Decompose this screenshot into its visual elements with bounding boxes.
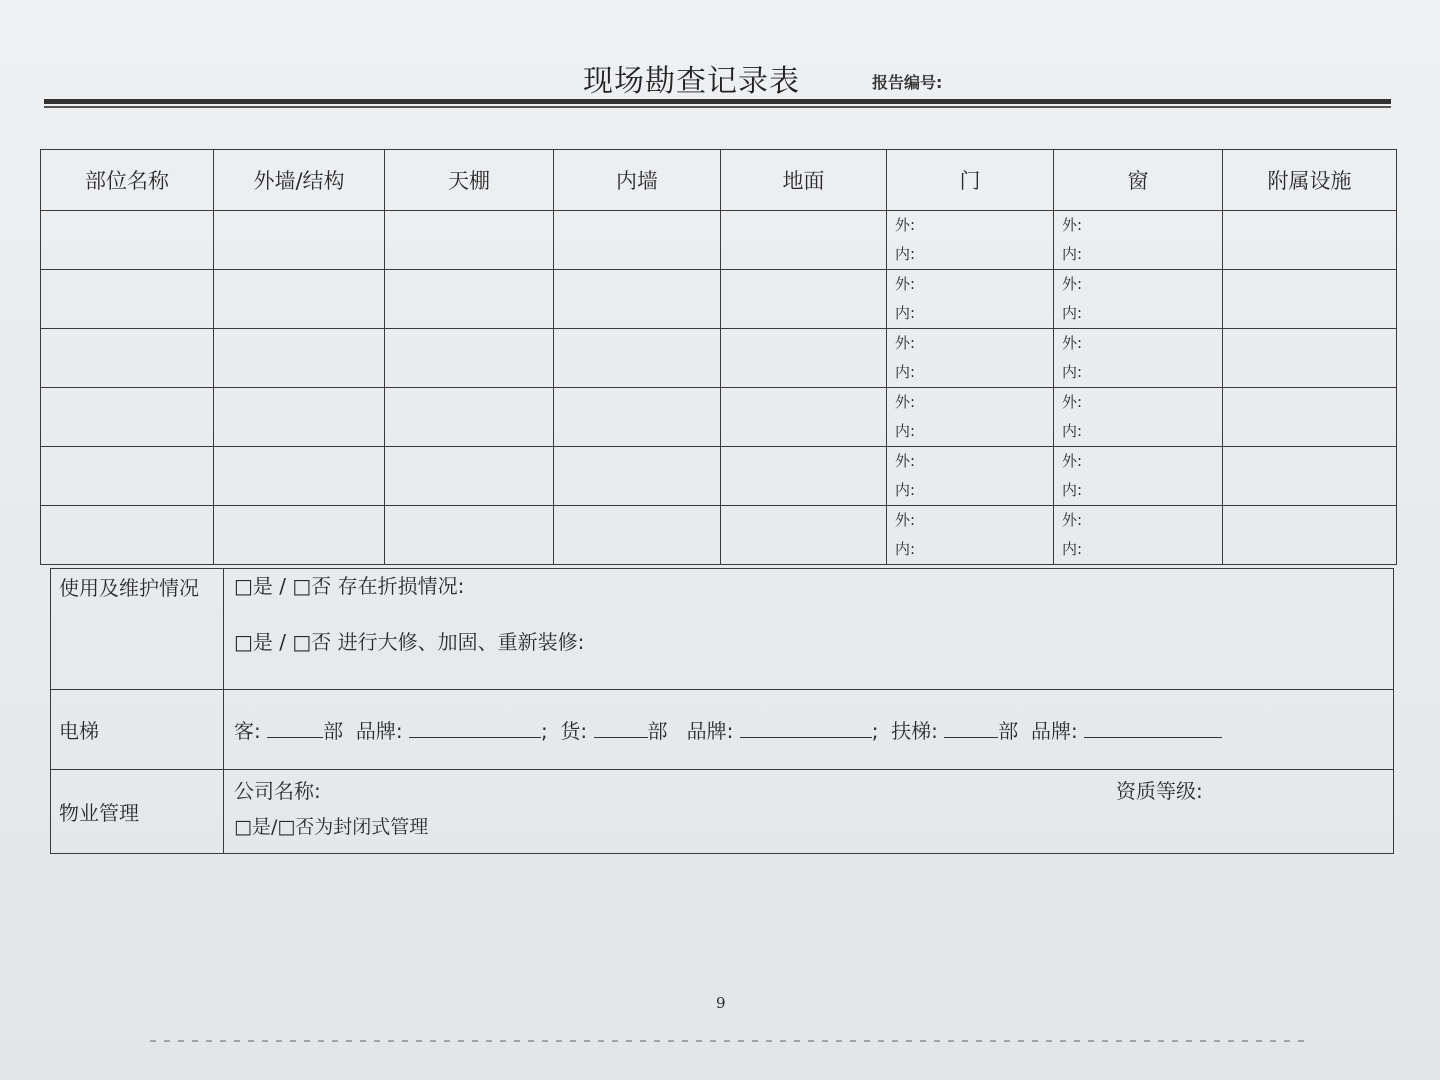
escalator-label: 扶梯: bbox=[891, 719, 938, 743]
table-row bbox=[41, 388, 1397, 447]
door-outer-label: 外: bbox=[895, 452, 916, 470]
freight-brand-label: 品牌: bbox=[686, 719, 734, 743]
door-outer-label: 外: bbox=[895, 393, 916, 411]
usage-label bbox=[51, 569, 224, 690]
window-outer-label: 外: bbox=[1062, 275, 1083, 293]
cell-ceiling[interactable] bbox=[385, 211, 554, 270]
elevator-label bbox=[51, 690, 224, 770]
cell-ceiling[interactable] bbox=[385, 388, 554, 447]
cell-exterior[interactable] bbox=[214, 506, 385, 565]
property-label bbox=[51, 770, 224, 854]
cell-window[interactable] bbox=[1054, 270, 1223, 329]
header-ceiling: 天棚 bbox=[385, 150, 554, 211]
door-outer-label: 外: bbox=[895, 275, 916, 293]
usage-content[interactable] bbox=[224, 569, 1394, 690]
survey-table bbox=[40, 149, 1397, 565]
door-inner-label: 内: bbox=[895, 422, 916, 440]
usage-line-renovation[interactable]: □是 / □否 进行大修、加固、重新装修: bbox=[234, 630, 585, 654]
door-inner-label: 内: bbox=[895, 363, 916, 381]
cell-exterior[interactable] bbox=[214, 388, 385, 447]
cell-exterior[interactable] bbox=[214, 447, 385, 506]
qualification-label[interactable]: 资质等级: bbox=[1116, 779, 1203, 803]
cell-exterior[interactable] bbox=[214, 211, 385, 270]
cell-window[interactable] bbox=[1054, 388, 1223, 447]
cell-location[interactable] bbox=[41, 270, 214, 329]
cell-exterior[interactable] bbox=[214, 329, 385, 388]
cell-door[interactable] bbox=[887, 329, 1054, 388]
usage-label-text: 使用及维护情况 bbox=[59, 576, 199, 600]
table-row bbox=[41, 447, 1397, 506]
window-outer-label: 外: bbox=[1062, 334, 1083, 352]
cell-auxiliary[interactable] bbox=[1223, 447, 1397, 506]
title-rule-thin bbox=[44, 106, 1391, 108]
cell-auxiliary[interactable] bbox=[1223, 211, 1397, 270]
lower-section-table bbox=[50, 568, 1394, 854]
window-inner-label: 内: bbox=[1062, 245, 1083, 263]
closed-management-option[interactable]: □是/□否为封闭式管理 bbox=[234, 816, 429, 838]
window-outer-label: 外: bbox=[1062, 511, 1083, 529]
cell-exterior[interactable] bbox=[214, 270, 385, 329]
escalator-count-field[interactable] bbox=[944, 719, 998, 738]
cell-door[interactable] bbox=[887, 270, 1054, 329]
table-row bbox=[41, 506, 1397, 565]
cell-door[interactable] bbox=[887, 388, 1054, 447]
door-outer-label: 外: bbox=[895, 334, 916, 352]
header-auxiliary: 附属设施 bbox=[1223, 150, 1397, 211]
cell-location[interactable] bbox=[41, 329, 214, 388]
table-header-row bbox=[41, 150, 1397, 211]
passenger-count-field[interactable] bbox=[267, 719, 323, 738]
cell-door[interactable] bbox=[887, 506, 1054, 565]
cell-auxiliary[interactable] bbox=[1223, 388, 1397, 447]
header-floor: 地面 bbox=[721, 150, 887, 211]
header-door: 门 bbox=[887, 150, 1054, 211]
cell-auxiliary[interactable] bbox=[1223, 506, 1397, 565]
door-inner-label: 内: bbox=[895, 481, 916, 499]
separator: ; bbox=[871, 719, 879, 743]
cell-window[interactable] bbox=[1054, 506, 1223, 565]
freight-label: 货: bbox=[560, 719, 588, 743]
cell-ceiling[interactable] bbox=[385, 270, 554, 329]
passenger-brand-label: 品牌: bbox=[355, 719, 403, 743]
door-inner-label: 内: bbox=[895, 304, 916, 322]
cell-door[interactable] bbox=[887, 447, 1054, 506]
usage-line-damage[interactable]: □是 / □否 存在折损情况: bbox=[234, 574, 465, 598]
door-inner-label: 内: bbox=[895, 245, 916, 263]
document-title: 现场勘查记录表 bbox=[583, 64, 800, 99]
cell-window[interactable] bbox=[1054, 211, 1223, 270]
window-outer-label: 外: bbox=[1062, 452, 1083, 470]
escalator-brand-field[interactable] bbox=[1084, 719, 1222, 738]
window-outer-label: 外: bbox=[1062, 216, 1083, 234]
elevator-label-text: 电梯 bbox=[59, 719, 99, 743]
cell-ceiling[interactable] bbox=[385, 329, 554, 388]
window-outer-label: 外: bbox=[1062, 393, 1083, 411]
cell-window[interactable] bbox=[1054, 447, 1223, 506]
usage-row bbox=[51, 569, 1394, 690]
window-inner-label: 内: bbox=[1062, 363, 1083, 381]
cell-location[interactable] bbox=[41, 506, 214, 565]
header-window: 窗 bbox=[1054, 150, 1223, 211]
cell-ceiling[interactable] bbox=[385, 506, 554, 565]
freight-count-field[interactable] bbox=[594, 719, 648, 738]
property-content bbox=[224, 770, 1394, 854]
door-outer-label: 外: bbox=[895, 216, 916, 234]
door-inner-label: 内: bbox=[895, 540, 916, 558]
property-row bbox=[51, 770, 1394, 854]
page-number: 9 bbox=[716, 994, 726, 1012]
property-label-text: 物业管理 bbox=[59, 801, 139, 825]
table-row bbox=[41, 270, 1397, 329]
cell-floor[interactable] bbox=[721, 506, 887, 565]
table-row bbox=[41, 329, 1397, 388]
passenger-brand-field[interactable] bbox=[409, 719, 541, 738]
cell-interior[interactable] bbox=[554, 211, 721, 270]
cell-interior[interactable] bbox=[554, 329, 721, 388]
escalator-unit: 部 bbox=[998, 719, 1019, 743]
cell-auxiliary[interactable] bbox=[1223, 329, 1397, 388]
scan-edge-artifact bbox=[150, 1040, 1310, 1042]
cell-door[interactable] bbox=[887, 211, 1054, 270]
cell-floor[interactable] bbox=[721, 388, 887, 447]
cell-floor[interactable] bbox=[721, 270, 887, 329]
cell-window[interactable] bbox=[1054, 329, 1223, 388]
table-row bbox=[41, 211, 1397, 270]
window-inner-label: 内: bbox=[1062, 540, 1083, 558]
cell-location[interactable] bbox=[41, 211, 214, 270]
cell-interior[interactable] bbox=[554, 388, 721, 447]
cell-interior[interactable] bbox=[554, 506, 721, 565]
elevator-row bbox=[51, 690, 1394, 770]
freight-unit: 部 bbox=[647, 719, 668, 743]
header-location-name: 部位名称 bbox=[41, 150, 214, 211]
company-name-label[interactable]: 公司名称: bbox=[234, 779, 321, 803]
passenger-label: 客: bbox=[234, 719, 261, 743]
cell-interior[interactable] bbox=[554, 270, 721, 329]
header-interior-wall: 内墙 bbox=[554, 150, 721, 211]
window-inner-label: 内: bbox=[1062, 481, 1083, 499]
cell-auxiliary[interactable] bbox=[1223, 270, 1397, 329]
separator: ; bbox=[540, 719, 548, 743]
cell-location[interactable] bbox=[41, 388, 214, 447]
title-rule-thick bbox=[44, 99, 1391, 104]
passenger-unit: 部 bbox=[323, 719, 344, 743]
cell-interior[interactable] bbox=[554, 447, 721, 506]
elevator-content bbox=[224, 690, 1394, 770]
cell-floor[interactable] bbox=[721, 211, 887, 270]
window-inner-label: 内: bbox=[1062, 304, 1083, 322]
freight-brand-field[interactable] bbox=[740, 719, 872, 738]
door-outer-label: 外: bbox=[895, 511, 916, 529]
escalator-brand-label: 品牌: bbox=[1031, 719, 1078, 743]
report-number-label: 报告编号: bbox=[872, 73, 943, 92]
cell-location[interactable] bbox=[41, 447, 214, 506]
window-inner-label: 内: bbox=[1062, 422, 1083, 440]
cell-floor[interactable] bbox=[721, 329, 887, 388]
cell-ceiling[interactable] bbox=[385, 447, 554, 506]
header-exterior-wall: 外墙/结构 bbox=[214, 150, 385, 211]
cell-floor[interactable] bbox=[721, 447, 887, 506]
elevator-line bbox=[224, 715, 1393, 744]
